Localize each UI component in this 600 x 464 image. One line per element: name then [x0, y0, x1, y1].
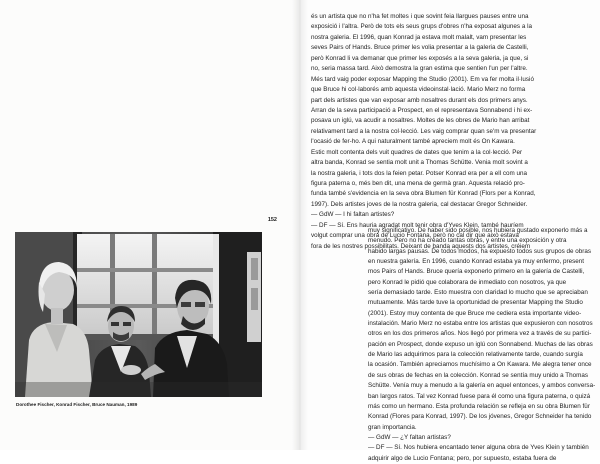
text-line: exposició i l'altra. Però de tots els seus grups d'obres n'ha exposat algunes a la	[311, 23, 532, 31]
text-line: la ocasión. También apreciamos muchísimo a On Kawara. Me alegra tener once	[368, 361, 592, 369]
text-line: habido largas pausas. De todos modos, ha expuesto todos sus grupos de obras	[368, 247, 591, 255]
text-line: no, seria massa tard. Això demostra la gran estima que sentien l'un per l'altre.	[311, 65, 528, 73]
photograph	[15, 232, 262, 397]
text-line: Estic molt contenta dels vuit quadres de dates que tenim a la col·lecció. Per	[311, 148, 523, 156]
text-line: però Konrad li va demanar que primer les exposés a la seva galeria, ja que, si	[311, 54, 529, 62]
text-line: de sus obras de fechas en la colección. Konrad se sentía muy unido a Thomas	[368, 371, 589, 379]
text-line: más como un hermano. Esta profunda relación se refleja en su obra Blumen für	[368, 402, 590, 410]
text-line: nostra galeria. El 1996, quan Konrad ja estava molt malalt, vam presentar les	[311, 33, 527, 41]
text-line: Schütte. Venía muy a menudo a la galería en aquel entonces, y ambos conversa-	[368, 382, 596, 390]
text-line: de Mario las adquirimos para la colección relativamente tarde, cuando surgía	[368, 351, 583, 359]
text-line: Konrad (Flores para Konrad, 1997). De los jóvenes, Gregor Schneider ha tenido	[368, 413, 592, 421]
text-line: menudo. Pero no ha creado tantas obras, y entre una exposición y otra	[368, 237, 567, 245]
spanish-text-block	[368, 226, 600, 464]
catalan-text-block	[311, 12, 587, 252]
text-line: l'ocasió de fer-ho. A qui naturalment també apreciem molt és On Kawara.	[311, 138, 515, 146]
text-line: muy significativo. De haber sido posible, nos hubiera gustado exponerlo más a	[368, 227, 588, 234]
photo-caption: Dorothee Fischer, Konrad Fischer, Bruce Nauman, 1989	[16, 402, 138, 407]
text-line: en nuestra galería. En 1996, cuando Konrad estaba ya muy enfermo, present	[368, 258, 584, 266]
text-line: mos Pairs of Hands. Bruce quería exponerlo primero en la galería de Castelli,	[368, 268, 585, 276]
text-line: fora de les nostres possibilitats. Deixant de banda aquests dos artistes, créiem	[311, 242, 531, 250]
text-line: Més tard vaig poder exposar Mapping the Studio (2001). Em va fer molta il·lusió	[311, 75, 534, 83]
text-line: altra banda, Konrad se sentia molt unit a Thomas Schütte. Venia molt sovint a	[311, 159, 528, 167]
text-line: la nostra galeria, i tots dos la feien petar. Potser Konrad era per a ell com una	[311, 169, 527, 177]
interview-question: — GdW — ¿Y faltan artistas?	[368, 433, 451, 441]
text-line: seves Pairs of Hands. Bruce primer les volia presentar a la galeria de Castelli,	[311, 44, 529, 52]
text-line: (2001). Estoy muy contenta de que Bruce me cediera esta importante video-	[368, 309, 582, 317]
page-number: 152	[267, 217, 277, 223]
text-line: otros en los dos primeros años. Nos llegó por primera vez a través de su partici-	[368, 330, 592, 338]
text-line: adquirir algo de Lucio Fontana; pero, por supuesto, estaba fuera de	[368, 454, 557, 462]
text-line: funda també s'evidencia en la seva obra Blumen für Konrad (Flors per a Konrad,	[311, 190, 536, 198]
text-line: que Bruce hi col·laborés amb aquesta videoinstal·lació. Mario Merz no forma	[311, 86, 526, 94]
text-line: pación en Prospect, donde expuso un iglú con Sonnabend. Muchas de las obras	[368, 340, 593, 348]
text-line: figura paterna o, més ben dit, una mena de germà gran. Aquesta relació pro-	[311, 180, 525, 187]
text-line: part dels artistes que van exposar amb nosaltres durant els dos primers anys.	[311, 96, 528, 104]
text-line: volgut comprar una obra de Lucio Fontana, però no cal dir que això estava	[311, 232, 519, 240]
interview-answer: — DF — Sí. Ens hauria agradat molt tenir obra d'Yves Klein, també hauríem	[311, 221, 524, 229]
text-line: mutuamente. Más tarde tuve la oportunidad de presentar Mapping the Studio	[368, 299, 583, 307]
text-line: Arran de la seva participació a Prospect, en el representava Sonnabend i hi ex-	[311, 106, 533, 114]
text-line: instalación. Mario Merz no estaba entre los artistas que expusieron con nosotros	[368, 320, 593, 328]
text-line: gran importancia.	[368, 423, 417, 431]
text-line: és un artista que no n'ha fet moltes i que sovint feia llargues pauses entre una	[311, 13, 529, 20]
text-line: pero Konrad le pidió que colaborara de inmediato con nosotros, ya que	[368, 278, 567, 286]
book-gutter	[292, 0, 308, 450]
text-line: ban largos ratos. Tal vez Konrad fuese para él como una figura paterna, o quizá	[368, 392, 591, 400]
text-line: relativament tard a la nostra col·lecció. Les vaig comprar quan se'm va presentar	[311, 127, 537, 135]
text-line: posava un iglú, va acudir a nosaltres. Moltes de les obres de Mario han arribat	[311, 117, 530, 125]
text-line: sería demasiado tarde. Esto muestra con claridad lo mucho que se apreciaban	[368, 289, 588, 297]
interview-question: — GdW — I hi faltan artistes?	[311, 211, 395, 219]
text-line: 1997). Dels artistes joves de la nostra galeria, cal destacar Gregor Schneider.	[311, 200, 528, 208]
interview-answer: — DF — Sí. Nos hubiera encantado tener alguna obra de Yves Klein y también	[368, 444, 589, 452]
